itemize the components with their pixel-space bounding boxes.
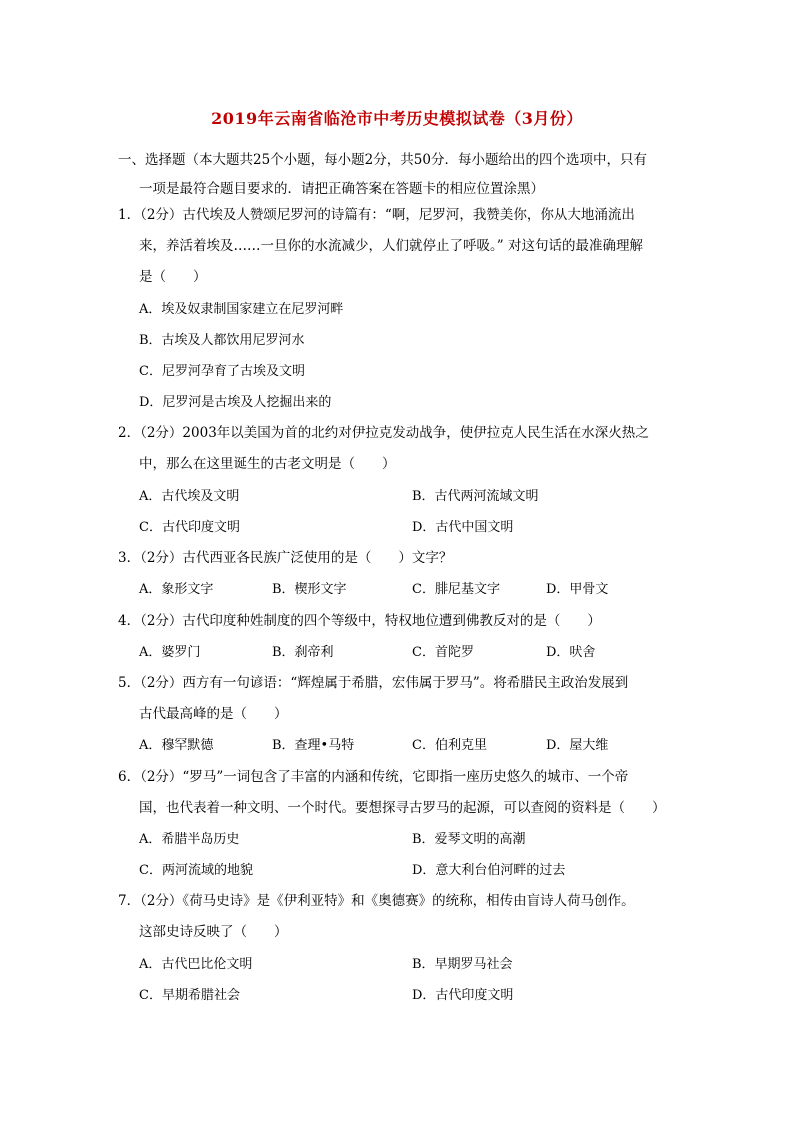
question-2-line-1: 2．（2分）2003年以美国为首的北约对伊拉克发动战争，使伊拉克人民生活在水深火热之 xyxy=(118,425,649,441)
question-5-line-1: 5．（2分）西方有一句谚语：“辉煌属于希腊，宏伟属于罗马”。将希腊民主政治发展到 xyxy=(118,675,629,691)
question-5-options xyxy=(139,730,679,761)
question-4-line-1: 4．（2分）古代印度种姓制度的四个等级中，特权地位遭到佛教反对的是（ ） xyxy=(118,613,601,629)
option-c: C．腓尼基文字 xyxy=(412,582,500,597)
exam-title: 2019年云南省临沧市中考历史模拟试卷（3月份） xyxy=(211,109,583,128)
option-b: B．古代两河流域文明 xyxy=(412,489,539,504)
option-d: D．屋大维 xyxy=(546,738,609,753)
question-7-line-2: 这部史诗反映了（ ） xyxy=(139,924,288,940)
question-2 xyxy=(118,418,678,480)
question-5-line-2: 古代最高峰的是（ ） xyxy=(139,706,288,722)
question-2-line-2: 中，那么在这里诞生的古老文明是（ ） xyxy=(139,456,396,472)
option-c: C．伯利克里 xyxy=(412,738,487,753)
question-6 xyxy=(118,762,678,824)
question-5 xyxy=(118,668,678,730)
question-6-line-2: 国，也代表着一种文明、一个时代。要想探寻古罗马的起源，可以查阅的资料是（ ） xyxy=(139,800,666,816)
question-1 xyxy=(118,200,678,293)
question-4 xyxy=(118,606,678,637)
question-2-options xyxy=(139,481,679,543)
section-instructions xyxy=(118,146,678,204)
option-c: C．古代印度文明 xyxy=(139,520,240,535)
option-a: A．婆罗门 xyxy=(139,645,201,660)
option-a: A．埃及奴隶制国家建立在尼罗河畔 xyxy=(139,302,344,317)
option-b: B．楔形文字 xyxy=(272,582,347,597)
option-d: D．甲骨文 xyxy=(546,582,609,597)
question-1-line-3: 是（ ） xyxy=(139,269,207,285)
question-7-options xyxy=(139,949,679,1011)
question-1-line-2: 来，养活着埃及……一旦你的水流减少，人们就停止了呼吸。” 对这句话的最准确理解 xyxy=(139,238,643,254)
option-c: C．早期希腊社会 xyxy=(139,988,240,1003)
option-c: C．两河流域的地貌 xyxy=(139,863,253,878)
question-1-options xyxy=(139,294,679,418)
option-d: D．意大利台伯河畔的过去 xyxy=(412,863,566,878)
option-b: B．古埃及人都饮用尼罗河水 xyxy=(139,333,305,348)
question-4-options xyxy=(139,637,679,668)
option-c: C．首陀罗 xyxy=(412,645,474,660)
question-6-line-1: 6．（2分）“罗马”一词包含了丰富的内涵和传统，它即指一座历史悠久的城市、一个帝 xyxy=(118,769,629,785)
option-b: B．爱琴文明的高潮 xyxy=(412,832,526,847)
question-3-line-1: 3．（2分）古代西亚各民族广泛使用的是（ ）文字？ xyxy=(118,550,453,566)
option-a: A．希腊半岛历史 xyxy=(139,832,240,847)
option-c: C．尼罗河孕育了古埃及文明 xyxy=(139,364,305,379)
question-1-line-1: 1．（2分）古代埃及人赞颂尼罗河的诗篇有：“啊，尼罗河，我赞美你，你从大地涌流出 xyxy=(118,207,635,223)
option-d: D．吠舍 xyxy=(546,645,596,660)
option-a: A．古代巴比伦文明 xyxy=(139,957,253,972)
option-d: D．尼罗河是古埃及人挖掘出来的 xyxy=(139,395,332,410)
question-6-options xyxy=(139,824,679,886)
question-7-line-1: 7．（2分）《荷马史诗》是《伊利亚特》和《奥德赛》的统称，相传由盲诗人荷马创作。 xyxy=(118,893,635,909)
section-line-1: 一、选择题（本大题共25个小题，每小题2分，共50分．每小题给出的四个选项中，只有 xyxy=(118,152,647,168)
option-b: B．早期罗马社会 xyxy=(412,957,513,972)
option-a: A．古代埃及文明 xyxy=(139,489,240,504)
question-3 xyxy=(118,543,678,574)
option-b: B．刹帝利 xyxy=(272,645,334,660)
option-b: B．查理•马特 xyxy=(272,738,355,753)
option-a: A．穆罕默德 xyxy=(139,738,214,753)
section-line-2: 一项是最符合题目要求的．请把正确答案在答题卡的相应位置涂黑） xyxy=(139,181,544,197)
question-3-options xyxy=(139,574,679,605)
option-a: A．象形文字 xyxy=(139,582,214,597)
question-7 xyxy=(118,886,678,948)
option-d: D．古代中国文明 xyxy=(412,520,514,535)
option-d: D．古代印度文明 xyxy=(412,988,514,1003)
